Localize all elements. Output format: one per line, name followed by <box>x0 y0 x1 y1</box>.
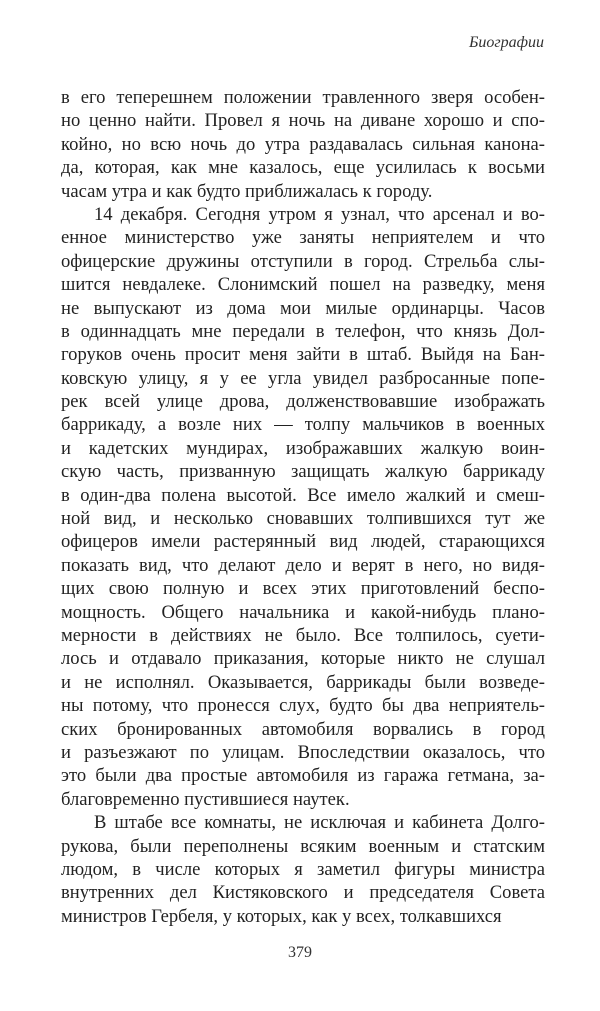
text-line: рукова, были переполнены всяким военным и статским <box>61 835 545 857</box>
text-line: койно, но всю ночь до утра раздавалась сильная канона- <box>61 133 545 155</box>
text-line: да, которая, как мне казалось, еще усилилась к восьми <box>61 157 545 179</box>
text-line: офицеров имели растерянный вид людей, старающихся <box>61 531 545 553</box>
text-line: скую часть, призванную защищать жалкую баррикаду <box>61 461 545 483</box>
page-number: 379 <box>288 944 312 961</box>
text-line: часам утра и как будто приближалась к городу. <box>61 180 433 202</box>
text-line: и не исполнял. Оказывается, баррикады были возведе- <box>61 671 545 693</box>
text-line: но ценно найти. Провел я ночь на диване хорошо и спо- <box>61 110 545 132</box>
running-header: Биографии <box>468 34 544 51</box>
text-line: ны потому, что пронесся слух, будто бы два неприятель- <box>61 695 545 717</box>
text-line: не выпускают из дома мои милые ординарцы. Часов <box>61 297 545 319</box>
text-line: баррикаду, а возле них — толпу мальчиков в военных <box>61 414 545 436</box>
text-line: офицерские дружины отступили в город. Стрельба слы- <box>61 250 545 272</box>
text-line: енное министерство уже заняты неприятелем и что <box>61 227 545 249</box>
text-line: горуков очень просит меня зайти в штаб. Выйдя на Бан- <box>61 344 545 366</box>
text-line: В штабе все комнаты, не исключая и кабинета Долго- <box>94 812 545 834</box>
text-line: ной вид, и несколько сновавших толпившихся тут же <box>61 508 545 530</box>
text-line: и кадетских мундирах, изображавших жалкую воин- <box>61 437 545 459</box>
body-text <box>61 86 545 928</box>
text-line: показать вид, что делают дело и верят в него, но видя- <box>61 554 545 576</box>
text-line: ских бронированных автомобиля ворвались в город <box>61 718 545 740</box>
text-line: благовременно пустившиеся наутек. <box>61 788 350 810</box>
text-line: внутренних дел Кистяковского и председателя Совета <box>61 882 545 904</box>
text-line: в одиннадцать мне передали в телефон, что князь Дол- <box>61 320 545 342</box>
text-line: и разъезжают по улицам. Впоследствии оказалось, что <box>61 741 545 763</box>
text-line: 14 декабря. Сегодня утром я узнал, что арсенал и во- <box>94 203 545 225</box>
text-line: лось и отдавало приказания, которые никто не слушал <box>61 648 545 670</box>
text-line: министров Гербеля, у которых, как у всех, толкавшихся <box>61 905 502 927</box>
text-line: рек всей улице дрова, долженствовавшие изображать <box>61 391 545 413</box>
text-line: это были два простые автомобиля из гаража гетмана, за- <box>61 765 545 787</box>
text-line: щих свою полную и всех этих приготовлений беспо- <box>61 578 545 600</box>
text-line: в один-два полена высотой. Все имело жалкий и смеш- <box>61 484 545 506</box>
text-line: ковскую улицу, я у ее угла увидел разбросанные попе- <box>61 367 545 389</box>
text-line: людом, в числе которых я заметил фигуры министра <box>61 858 545 880</box>
text-line: мощность. Общего начальника и какой-нибудь плано- <box>61 601 545 623</box>
text-line: мерности в действиях не было. Все толпилось, суети- <box>61 624 545 646</box>
text-line: в его теперешнем положении травленного зверя особен- <box>61 87 545 108</box>
text-line: шится невдалеке. Слонимский пошел на разведку, меня <box>61 274 545 296</box>
